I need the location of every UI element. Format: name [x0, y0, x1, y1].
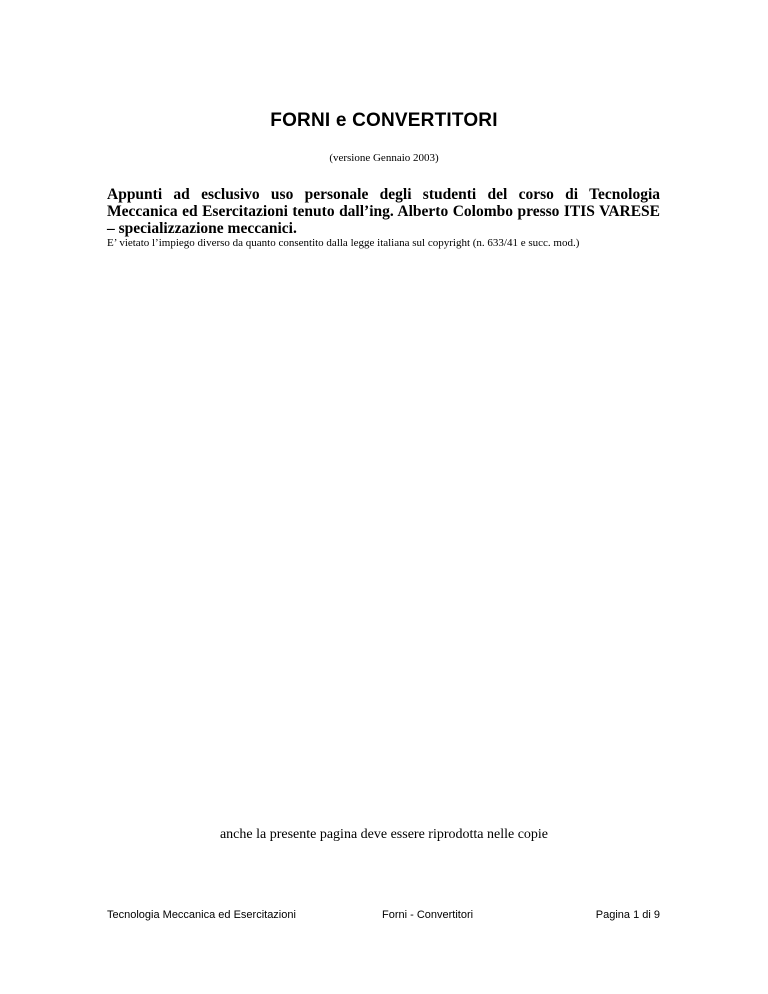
usage-notice: Appunti ad esclusivo uso personale degli studenti del corso di Tecnologia Meccanica ed Esercitazioni tenuto dall’ing. Alberto Colombo presso ITIS VARESE – specializzazione meccanici.: [107, 186, 660, 237]
page-footer: [107, 909, 660, 925]
footer-topic: Forni - Convertitori: [382, 909, 474, 921]
copyright-note: E’ vietato l’impiego diverso da quanto consentito dalla legge italiana sul copyright (n. 633/41 e succ. mod.): [107, 237, 580, 249]
document-title: FORNI e CONVERTITORI: [270, 110, 498, 131]
version-note: (versione Gennaio 2003): [329, 152, 439, 164]
reproduce-note: anche la presente pagina deve essere riprodotta nelle copie: [219, 827, 549, 842]
footer-page-number: Pagina 1 di 9: [595, 909, 660, 921]
footer-course: Tecnologia Meccanica ed Esercitazioni: [107, 909, 296, 921]
